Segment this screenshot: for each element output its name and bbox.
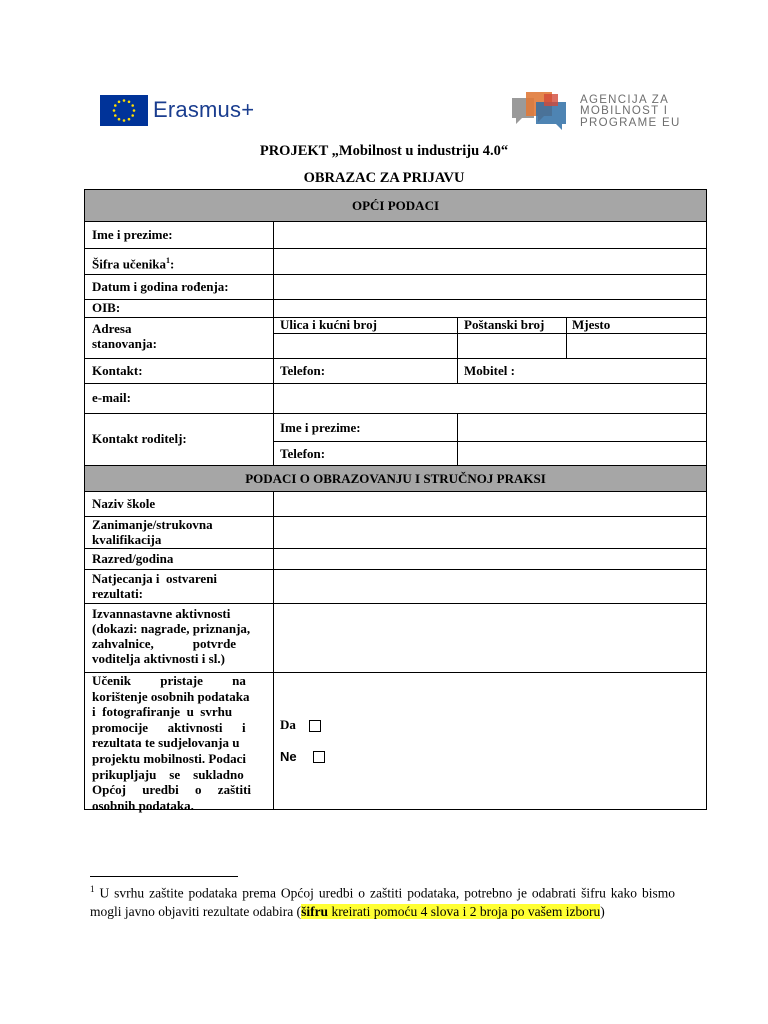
consent-text: Učenik pristaje na korištenje osobnih podataka i fotografiranje u svrhu promocije aktivnosti i rezultata te sudjelovanja u projektu mobilnosti. Podaci prikupljaju se sukladno Općoj uredbi o zaštiti osobnih podataka.	[92, 673, 252, 813]
consent-yes-checkbox[interactable]	[309, 720, 321, 732]
section-general-header: OPĆI PODACI	[85, 190, 706, 221]
footnote-separator	[90, 876, 238, 877]
phone-label: Telefon:	[280, 363, 326, 378]
student-code-field[interactable]	[274, 249, 707, 274]
postal-code-label: Poštanski broj	[464, 317, 545, 332]
postal-code-field[interactable]	[458, 334, 566, 358]
student-code-label: Šifra učenika$^1$:	[92, 256, 175, 272]
consent-no-checkbox[interactable]	[313, 751, 325, 763]
school-label: Naziv škole	[92, 496, 156, 511]
application-form	[84, 189, 707, 813]
erasmus-logo-text: Erasmus+	[153, 97, 255, 122]
parent-contact-label: Kontakt roditelj:	[92, 431, 187, 446]
competitions-field[interactable]	[274, 570, 707, 603]
parent-phone-field[interactable]	[458, 442, 707, 465]
consent-no-label: Ne	[280, 749, 297, 764]
full-name-label: Ime i prezime:	[92, 227, 173, 242]
agency-logo	[510, 88, 681, 136]
agency-logo-text: AGENCIJA ZA MOBILNOST I PROGRAME EU	[580, 93, 681, 129]
grade-label: Razred/godina	[92, 551, 174, 566]
oib-label: OIB:	[92, 300, 121, 315]
grade-field[interactable]	[274, 549, 707, 569]
competitions-label: Natjecanja i ostvareni rezultati:	[92, 571, 218, 601]
school-field[interactable]	[274, 492, 707, 516]
consent-yes-label: Da	[280, 717, 296, 732]
parent-phone-label: Telefon:	[280, 446, 326, 461]
birth-date-field[interactable]	[274, 275, 707, 299]
erasmus-logo	[100, 94, 254, 126]
street-field[interactable]	[274, 334, 457, 358]
parent-name-field[interactable]	[458, 414, 707, 441]
email-field[interactable]	[274, 384, 707, 413]
oib-field[interactable]	[274, 300, 707, 317]
contact-label: Kontakt:	[92, 363, 143, 378]
speech-bubbles-icon	[510, 88, 574, 136]
parent-name-label: Ime i prezime:	[280, 420, 361, 435]
eu-flag-icon	[100, 95, 148, 126]
address-label: Adresa stanovanja:	[92, 321, 158, 351]
street-label: Ulica i kućni broj	[280, 317, 377, 332]
occupation-field[interactable]	[274, 517, 707, 548]
extracurricular-field[interactable]	[274, 604, 707, 672]
email-label: e-mail:	[92, 390, 131, 405]
project-title: PROJEKT „Mobilnost u industriju 4.0“	[259, 143, 509, 159]
birth-date-label: Datum i godina rođenja:	[92, 279, 229, 294]
full-name-field[interactable]	[274, 222, 707, 248]
footnote: $^1$ U svrhu zaštite podataka prema Općoj uredbi o zaštiti podataka, potrebno je odabrati šifru kako bismo mogli javno objaviti rezultate odabira (šifru kreirati pomoću 4 slova i 2 broja po vašem izboru)	[90, 884, 675, 919]
mobile-label: Mobitel :	[464, 363, 515, 378]
form-title: OBRAZAC ZA PRIJAVU	[303, 170, 465, 186]
section-education-header: PODACI O OBRAZOVANJU I STRUČNOJ PRAKSI	[85, 466, 706, 491]
city-field[interactable]	[567, 334, 707, 358]
extracurricular-label: Izvannastavne aktivnosti (dokazi: nagrade, priznanja, zahvalnice, potvrde voditelja aktivnosti i sl.)	[92, 606, 251, 666]
city-label: Mjesto	[572, 317, 611, 332]
occupation-label: Zanimanje/strukovna kvalifikacija	[92, 517, 213, 547]
